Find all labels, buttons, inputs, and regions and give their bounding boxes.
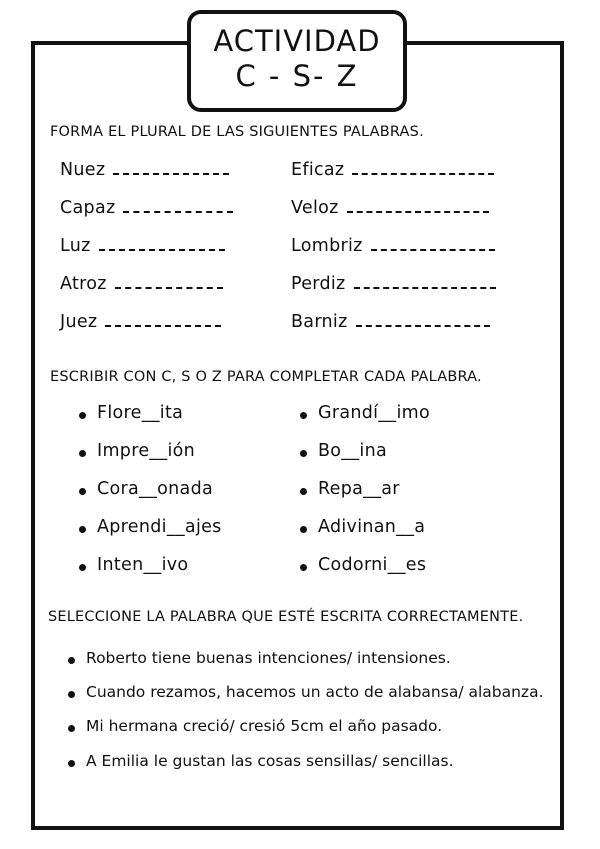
sentence-3[interactable]: Mi hermana creció/ cresió 5cm el año pasado. (86, 717, 443, 735)
complete-word-left-3[interactable]: Cora__onada (97, 479, 213, 499)
complete-word-right-1[interactable]: Grandí__imo (318, 403, 430, 423)
select-instruction: SELECCIONE LA PALABRA QUE ESTÉ ESCRITA CORRECTAMENTE. (48, 609, 524, 625)
answer-blank[interactable] (371, 249, 495, 251)
plural-word-left-4: Atroz (60, 274, 223, 294)
answer-blank[interactable] (354, 287, 496, 289)
answer-blank[interactable] (99, 249, 225, 251)
plural-word-right-2: Veloz (291, 198, 489, 218)
plural-word-left-3: Luz (60, 236, 225, 256)
plural-word-left-1: Nuez (60, 160, 229, 180)
bullet-icon (79, 412, 86, 419)
complete-instruction: ESCRIBIR CON C, S O Z PARA COMPLETAR CADA PALABRA. (50, 369, 482, 385)
answer-blank[interactable] (352, 173, 494, 175)
title-box (187, 10, 407, 112)
bullet-icon (68, 691, 75, 698)
answer-blank[interactable] (113, 173, 229, 175)
bullet-icon (79, 450, 86, 457)
answer-blank[interactable] (356, 325, 490, 327)
answer-blank[interactable] (115, 287, 223, 289)
bullet-icon (300, 564, 307, 571)
bullet-icon (300, 526, 307, 533)
complete-word-right-5[interactable]: Codorni__es (318, 555, 427, 575)
plural-word-right-4: Perdiz (291, 274, 496, 294)
complete-word-left-2[interactable]: Impre__ión (97, 441, 196, 461)
plural-word-right-3: Lombriz (291, 236, 495, 256)
plural-word-left-5: Juez (60, 312, 221, 332)
complete-word-right-4[interactable]: Adivinan__a (318, 517, 426, 537)
bullet-icon (79, 488, 86, 495)
sentence-2[interactable]: Cuando rezamos, hacemos un acto de alabansa/ alabanza. (86, 683, 544, 701)
answer-blank[interactable] (123, 211, 233, 213)
sentence-1[interactable]: Roberto tiene buenas intenciones/ intensiones. (86, 649, 451, 667)
plural-word-left-2: Capaz (60, 198, 233, 218)
bullet-icon (68, 657, 75, 664)
title-activity: ACTIVIDAD (213, 24, 381, 58)
plural-instruction: FORMA EL PLURAL DE LAS SIGUIENTES PALABRAS. (50, 124, 424, 140)
complete-word-right-2[interactable]: Bo__ina (318, 441, 387, 461)
bullet-icon (79, 564, 86, 571)
complete-word-left-1[interactable]: Flore__ita (97, 403, 184, 423)
answer-blank[interactable] (105, 325, 221, 327)
bullet-icon (68, 725, 75, 732)
bullet-icon (79, 526, 86, 533)
complete-word-left-4[interactable]: Aprendi__ajes (97, 517, 222, 537)
title-letters: C - S- Z (235, 59, 359, 93)
sentence-4[interactable]: A Emilia le gustan las cosas sensillas/ sencillas. (86, 752, 454, 770)
complete-word-left-5[interactable]: Inten__ivo (97, 555, 189, 575)
plural-word-right-5: Barniz (291, 312, 490, 332)
bullet-icon (300, 412, 307, 419)
plural-word-right-1: Eficaz (291, 160, 494, 180)
complete-word-right-3[interactable]: Repa__ar (318, 479, 400, 499)
bullet-icon (300, 488, 307, 495)
bullet-icon (68, 760, 75, 767)
answer-blank[interactable] (347, 211, 489, 213)
bullet-icon (300, 450, 307, 457)
